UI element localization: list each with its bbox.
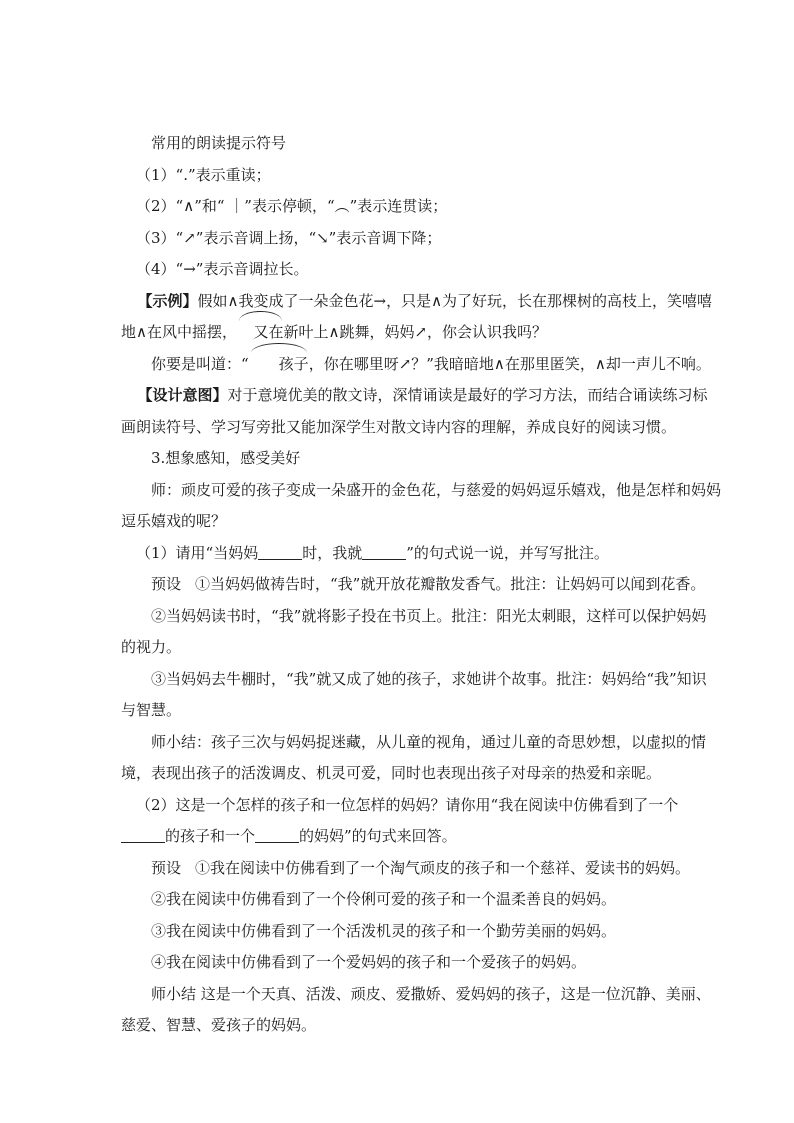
preset-label: 预设 xyxy=(151,575,182,593)
question-1-text-b: 时，我就 xyxy=(302,543,363,562)
teacher-summary-2: 师小结 这是一个天真、活泼、顽皮、爱撒娇、爱妈妈的孩子，这是一位沉静、美丽、慈爱、智慧、爱孩子的妈妈。 xyxy=(121,984,711,1034)
example-text-a: 假如∧我变成了一朵金色花→，只是∧为了好玩，长在那棵树的高枝上，笑嘻嘻地∧在风中摇摆， xyxy=(121,291,713,341)
example2-arc-mark: 孩子 xyxy=(249,349,309,381)
fill-blank-3 xyxy=(121,841,165,843)
preset-answer-1-text: ①当妈妈做祷告时，“我”就开放花瓣散发香气。批注：让妈妈可以闻到花香。 xyxy=(195,575,706,593)
symbol-line-3: （3）“↗”表示音调上扬，“↘”表示音调下降； xyxy=(136,228,442,247)
teacher-summary-1: 师小结：孩子三次与妈妈捉迷藏，从儿童的视角，通过儿童的奇思妙想，以虚拟的情境，表现出孩子的活泼调皮、机灵可爱，同时也表现出孩子对母亲的热爱和亲昵。 xyxy=(121,732,707,782)
document-body xyxy=(121,128,721,1042)
preset-answer-b3: ③我在阅读中仿佛看到了一个活泼机灵的孩子和一个勤劳美丽的妈妈。 xyxy=(151,921,617,940)
preset-answer-b1-text: ①我在阅读中仿佛看到了一个淘气顽皮的孩子和一个慈祥、爱读书的妈妈。 xyxy=(195,858,691,877)
example2-text-a: 你要是叫道：“ xyxy=(151,354,249,373)
preset-answer-3: ③当妈妈去牛棚时，“我”就又成了她的孩子，求她讲个故事。批注：妈妈给“我”知识与智慧。 xyxy=(121,669,707,719)
symbol-line-1: （1）“.”表示重读； xyxy=(136,165,271,184)
section-heading-reading-symbols: 常用的朗读提示符号 xyxy=(151,134,287,152)
fill-blank-1 xyxy=(258,558,302,560)
symbol-line-2: （2）“∧”和“ ｜”表示停顿，“︵”表示连贯读； xyxy=(136,197,448,215)
preset-label-2: 预设 xyxy=(151,858,182,877)
teacher-question: 师：顽皮可爱的孩子变成一朵盛开的金色花，与慈爱的妈妈逗乐嬉戏，他是怎样和妈妈逗乐嬉戏的呢？ xyxy=(121,480,722,530)
question-2 xyxy=(121,790,721,853)
example2-text-b: ，你在哪里呀↗？”我暗暗地∧在那里匿笑，∧却一声儿不响。 xyxy=(308,354,711,373)
design-intent-text: 对于意境优美的散文诗，深情诵读是最好的学习方法，而结合诵读练习标画朗读符号、学习写旁批又能加深学生对散文诗内容的理解，养成良好的阅读习惯。 xyxy=(121,386,708,436)
symbol-line-4: （4）“→”表示音调拉长。 xyxy=(136,260,309,278)
preset-answer-b2: ②我在阅读中仿佛看到了一个伶俐可爱的孩子和一个温柔善良的妈妈。 xyxy=(151,890,617,908)
preset-answer-2: ②当妈妈读书时，“我”就将影子投在书页上。批注：阳光太刺眼，这样可以保护妈妈的视力。 xyxy=(121,606,707,656)
example-arc-mark: 又在 xyxy=(237,317,284,349)
question-1-text-a: （1）请用“当妈妈 xyxy=(136,543,259,562)
fill-blank-4 xyxy=(255,841,299,843)
question-2-text-b: 的孩子和一个 xyxy=(165,827,256,845)
question-2-text-a: （2）这是一个怎样的孩子和一位怎样的妈妈？请你用“我在阅读中仿佛看到了一个 xyxy=(136,795,679,814)
section-heading-3: 3.想象感知，感受美好 xyxy=(151,449,301,467)
example-paragraph xyxy=(121,286,721,349)
preset-answer-b4: ④我在阅读中仿佛看到了一个爱妈妈的孩子和一个爱孩子的妈妈。 xyxy=(151,953,587,971)
question-1-text-c: ”的句式说一说，并写写批注。 xyxy=(406,543,609,562)
fill-blank-2 xyxy=(362,558,406,560)
design-intent-tag: 【设计意图】 xyxy=(137,386,228,404)
example-paragraph-2 xyxy=(121,349,721,381)
question-2-text-c: 的妈妈”的句式来回答。 xyxy=(299,827,457,845)
preset-answer-b1 xyxy=(121,853,721,885)
example-tag: 【示例】 xyxy=(137,291,198,310)
question-1 xyxy=(121,538,721,570)
design-intent-paragraph xyxy=(121,380,721,443)
example-text-b: 新叶上∧跳舞，妈妈↗，你会认识我吗？ xyxy=(283,323,548,341)
preset-answer-1 xyxy=(121,569,721,601)
